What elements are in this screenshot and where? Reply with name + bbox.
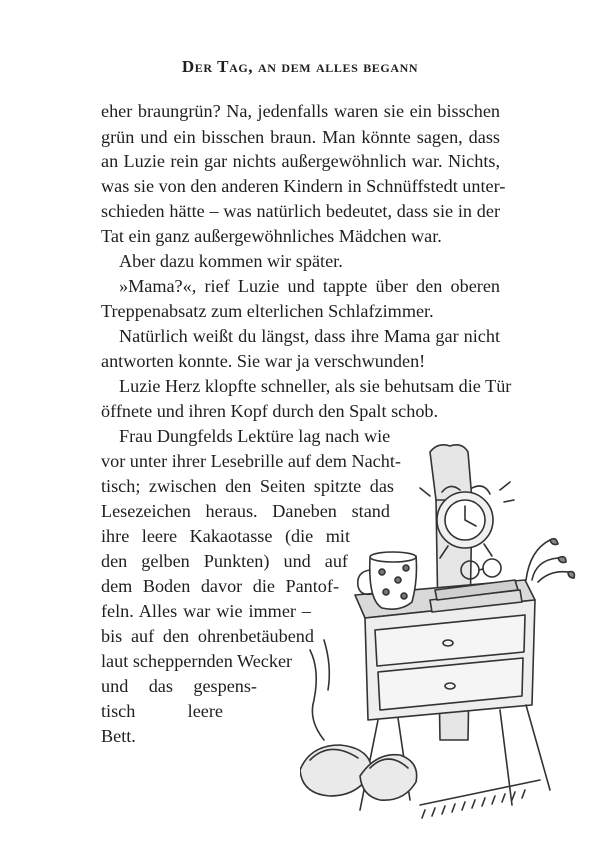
text-line: was sie von den anderen Kindern in Schnüffstedt unter- (101, 176, 506, 196)
text-line: »Mama?«, rief Luzie und tappte über den oberen (119, 276, 500, 296)
text-line: tisch; zwischen den Seiten spitzte das (101, 476, 394, 496)
text-line: eher braungrün? Na, jedenfalls waren sie ein bisschen (101, 101, 500, 121)
text-line: bis auf den ohrenbetäubend (101, 626, 314, 646)
text-line: den gelben Punkten) und auf (101, 551, 348, 571)
text-line: Frau Dungfelds Lektüre lag nach wie (119, 426, 391, 446)
text-line: Lesezeichen heraus. Daneben stand (101, 501, 390, 521)
text-line: antworten konnte. Sie war ja verschwunden! (101, 351, 426, 371)
text-line: öffnete und ihren Kopf durch den Spalt schob. (101, 401, 439, 421)
text-line: Treppenabsatz zum elterlichen Schlafzimmer. (101, 301, 434, 321)
running-header: Der Tag, an dem alles begann (181, 57, 419, 76)
text-line: feln. Alles war wie immer – (101, 601, 311, 621)
text-line: Tat ein ganz außergewöhnliches Mädchen war. (101, 226, 442, 246)
nightstand-illustration (300, 440, 600, 847)
text-line: schieden hätte – was natürlich bedeutet, dass sie in der (101, 201, 500, 221)
text-line: Luzie Herz klopfte schneller, als sie behutsam die Tür (119, 376, 512, 396)
text-line: ihre leere Kakaotasse (die mit (101, 526, 350, 546)
text-line: grün und ein bisschen braun. Man könnte sagen, dass (101, 127, 500, 147)
text-line: laut scheppernden Wecker (101, 651, 293, 671)
text-line: vor unter ihrer Lesebrille auf dem Nacht- (101, 451, 401, 471)
text-line: Aber dazu kommen wir später. (119, 251, 343, 271)
text-line: dem Boden davor die Pantof- (101, 576, 339, 596)
text-line: und das gespens- (101, 676, 257, 696)
text-line: Bett. (101, 726, 136, 746)
text-line: Natürlich weißt du längst, dass ihre Mama gar nicht (119, 326, 500, 346)
text-line: an Luzie rein gar nichts außergewöhnlich war. Nichts, (101, 151, 500, 171)
text-line: tisch leere (101, 701, 223, 721)
